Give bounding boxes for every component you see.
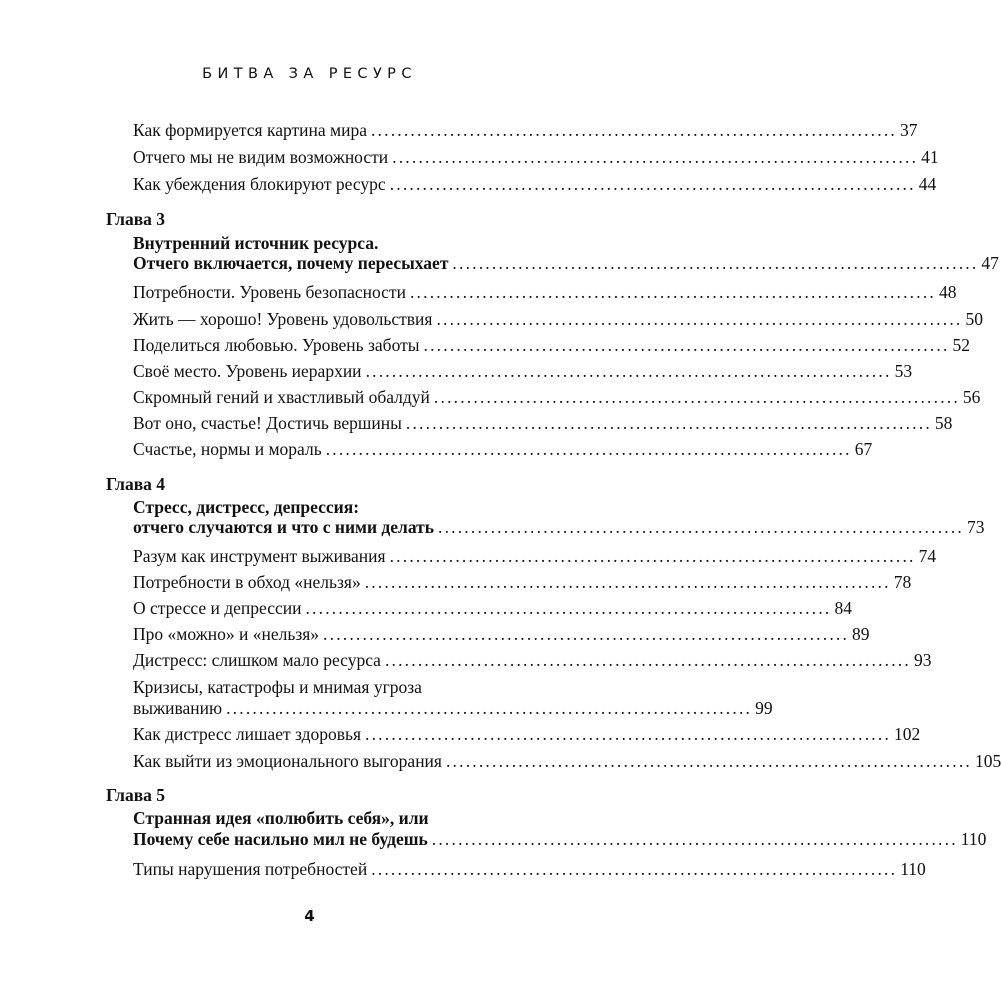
leader-dots: ................................................................................ (392, 147, 919, 167)
toc-entry[interactable] (133, 598, 852, 618)
toc-entry-title: Типы нарушения потребностей (133, 859, 368, 879)
chapter-title-line2: Почему себе насильно мил не будешь (133, 829, 428, 849)
toc-entry-title: Как убеждения блокируют ресурс (133, 174, 386, 194)
leader-dots: ................................................................................ (389, 174, 916, 194)
leader-dots: ................................................................................ (409, 282, 936, 302)
toc-entry-title: Про «можно» и «нельзя» (133, 624, 320, 644)
leader-dots: ................................................................................ (365, 361, 892, 381)
toc-entry-title: Потребности. Уровень безопасности (133, 282, 406, 302)
leader-dots: ................................................................................ (323, 624, 850, 644)
toc-entry-title: Потребности в обход «нельзя» (133, 572, 361, 592)
toc-entry[interactable] (133, 387, 981, 407)
running-header: БИТВА ЗА РЕСУРС (202, 66, 417, 82)
toc-entry[interactable] (133, 335, 971, 355)
toc-entry-page: 110 (960, 829, 987, 849)
page-number: 4 (304, 907, 315, 925)
toc-entry-page: 44 (918, 174, 937, 194)
leader-dots: ................................................................................ (436, 309, 963, 329)
chapter-label: Глава 5 (106, 785, 166, 805)
leader-dots: ................................................................................ (325, 439, 852, 459)
toc-entry-page: 78 (893, 572, 912, 592)
toc-entry[interactable] (133, 751, 1001, 771)
toc-entry-page: 48 (938, 282, 957, 302)
toc-entry[interactable] (133, 147, 939, 167)
chapter-title-entry[interactable] (133, 829, 987, 849)
toc-entry-page: 47 (981, 253, 999, 273)
leader-dots: ................................................................................ (364, 572, 891, 592)
toc-entry[interactable] (133, 572, 912, 592)
toc-entry-title: Дистресс: слишком мало ресурса (133, 650, 381, 670)
toc-entry[interactable] (133, 174, 937, 194)
toc-entry-page: 110 (900, 859, 926, 879)
leader-dots: ................................................................................ (305, 598, 832, 618)
leader-dots: ................................................................................ (433, 387, 960, 407)
leader-dots: ................................................................................ (438, 517, 964, 537)
toc-entry[interactable] (133, 439, 873, 459)
toc-entry-page: 74 (918, 546, 937, 566)
toc-entry-page: 84 (834, 598, 852, 618)
chapter-title-line1[interactable]: Внутренний источник ресурса. (133, 233, 379, 253)
toc-entry[interactable] (133, 724, 921, 744)
leader-dots: ................................................................................ (371, 859, 898, 879)
toc-entry-page: 89 (852, 624, 870, 644)
leader-dots: ................................................................................ (423, 335, 950, 355)
toc-entry-title: Как выйти из эмоционального выгорания (133, 751, 442, 771)
chapter-label: Глава 3 (106, 209, 166, 229)
toc-entry[interactable] (133, 624, 870, 644)
leader-dots: ................................................................................ (405, 413, 932, 433)
toc-entry[interactable] (133, 859, 926, 879)
leader-dots: ................................................................................ (431, 829, 958, 849)
toc-entry[interactable] (133, 413, 953, 433)
toc-entry-page: 41 (921, 147, 939, 167)
toc-entry-title-line2: выживанию (133, 698, 223, 718)
toc-entry-title: Отчего мы не видим возможности (133, 147, 389, 167)
leader-dots: ................................................................................ (226, 698, 753, 718)
toc-entry-page: 50 (965, 309, 983, 329)
leader-dots: ................................................................................ (370, 120, 897, 140)
chapter-title-line2: Отчего включается, почему пересыхает (133, 253, 449, 273)
chapter-title-entry[interactable] (133, 517, 985, 537)
toc-entry-title: Вот оно, счастье! Достичь вершины (133, 413, 402, 433)
toc-entry-title: Скромный гений и хвастливый обалдуй (133, 387, 430, 407)
toc-entry-title: Поделиться любовью. Уровень заботы (133, 335, 420, 355)
toc-entry-title: О стрессе и депрессии (133, 598, 302, 618)
toc-entry[interactable] (133, 282, 957, 302)
toc-entry[interactable] (133, 120, 918, 140)
toc-entry-title: Как формируется картина мира (133, 120, 367, 140)
leader-dots: ................................................................................ (365, 724, 892, 744)
toc-entry-page: 37 (899, 120, 918, 140)
toc-entry-page: 73 (967, 517, 985, 537)
toc-entry-page: 56 (962, 387, 981, 407)
toc-entry-title-line1[interactable]: Кризисы, катастрофы и мнимая угроза (133, 677, 422, 697)
toc-entry-page: 52 (952, 335, 971, 355)
toc-entry-title: Как дистресс лишает здоровья (133, 724, 362, 744)
toc-entry-page: 99 (755, 698, 773, 718)
leader-dots: ................................................................................ (389, 546, 916, 566)
toc-entry[interactable] (133, 650, 932, 670)
toc-entry[interactable] (133, 309, 983, 329)
toc-entry-page: 58 (934, 413, 953, 433)
chapter-title-line1[interactable]: Стресс, дистресс, депрессия: (133, 497, 360, 517)
toc-entry-page: 93 (913, 650, 932, 670)
leader-dots: ................................................................................ (452, 253, 979, 273)
toc-entry-title: Счастье, нормы и мораль (133, 439, 322, 459)
chapter-title-line2: отчего случаются и что с ними делать (133, 517, 434, 537)
leader-dots: ................................................................................ (384, 650, 911, 670)
toc-entry[interactable] (133, 361, 913, 381)
toc-entry-title: Разум как инструмент выживания (133, 546, 386, 566)
toc-entry-page: 102 (894, 724, 921, 744)
toc-entry[interactable] (133, 698, 773, 718)
chapter-label: Глава 4 (106, 474, 166, 494)
toc-entry-title: Своё место. Уровень иерархии (133, 361, 362, 381)
toc-entry-title: Жить — хорошо! Уровень удовольствия (133, 309, 433, 329)
leader-dots: ................................................................................ (445, 751, 972, 771)
toc-entry-page: 67 (854, 439, 873, 459)
toc-entry-page: 105 (974, 751, 1001, 771)
toc-entry[interactable] (133, 546, 937, 566)
toc-entry-page: 53 (894, 361, 913, 381)
chapter-title-line1[interactable]: Странная идея «полюбить себя», или (133, 808, 429, 828)
chapter-title-entry[interactable] (133, 253, 999, 273)
